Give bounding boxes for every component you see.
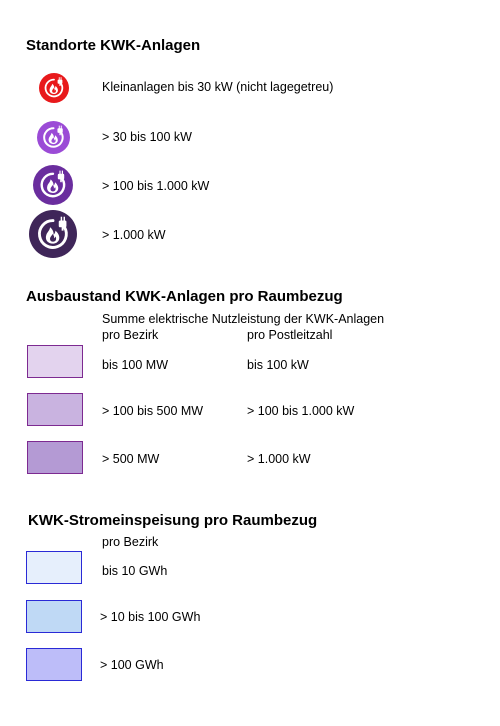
legend-swatch (27, 441, 83, 474)
section-subtitle: Summe elektrische Nutzleistung der KWK-Anlagen (102, 312, 385, 326)
chp-plant-icon (37, 121, 70, 154)
legend-swatch (26, 600, 82, 633)
legend-swatch (27, 345, 83, 378)
column-header-plz: pro Postleitzahl (247, 328, 333, 342)
legend-label-plz: > 1.000 kW (247, 452, 311, 466)
legend-label-100-1000kw: > 100 bis 1.000 kW (102, 179, 210, 193)
chp-plant-icon (29, 210, 77, 258)
column-header-bezirk: pro Bezirk (102, 328, 159, 342)
legend-label-feed-in: > 100 GWh (100, 658, 164, 672)
legend-swatch (26, 551, 82, 584)
legend-label-plz: bis 100 kW (247, 358, 309, 372)
legend-label-plz: > 100 bis 1.000 kW (247, 404, 355, 418)
chp-plant-icon (39, 73, 69, 103)
section-title-standorte: Standorte KWK-Anlagen (26, 37, 201, 54)
legend-label-feed-in: > 10 bis 100 GWh (100, 610, 201, 624)
legend-label-30-100kw: > 30 bis 100 kW (102, 130, 192, 144)
column-header-bezirk: pro Bezirk (102, 535, 159, 549)
legend-swatch (27, 393, 83, 426)
legend-label-feed-in: bis 10 GWh (102, 564, 168, 578)
legend-label-bezirk: > 500 MW (102, 452, 160, 466)
legend-label-over-1000kw: > 1.000 kW (102, 228, 166, 242)
section-title-stromeinspeisung: KWK-Stromeinspeisung pro Raumbezug (28, 512, 318, 529)
legend-label-bezirk: bis 100 MW (102, 358, 168, 372)
legend-label-bezirk: > 100 bis 500 MW (102, 404, 204, 418)
legend-label-small-plants: Kleinanlagen bis 30 kW (nicht lagegetreu) (102, 80, 334, 94)
legend-swatch (26, 648, 82, 681)
section-title-ausbaustand: Ausbaustand KWK-Anlagen pro Raumbezug (26, 288, 343, 305)
chp-plant-icon (33, 165, 73, 205)
